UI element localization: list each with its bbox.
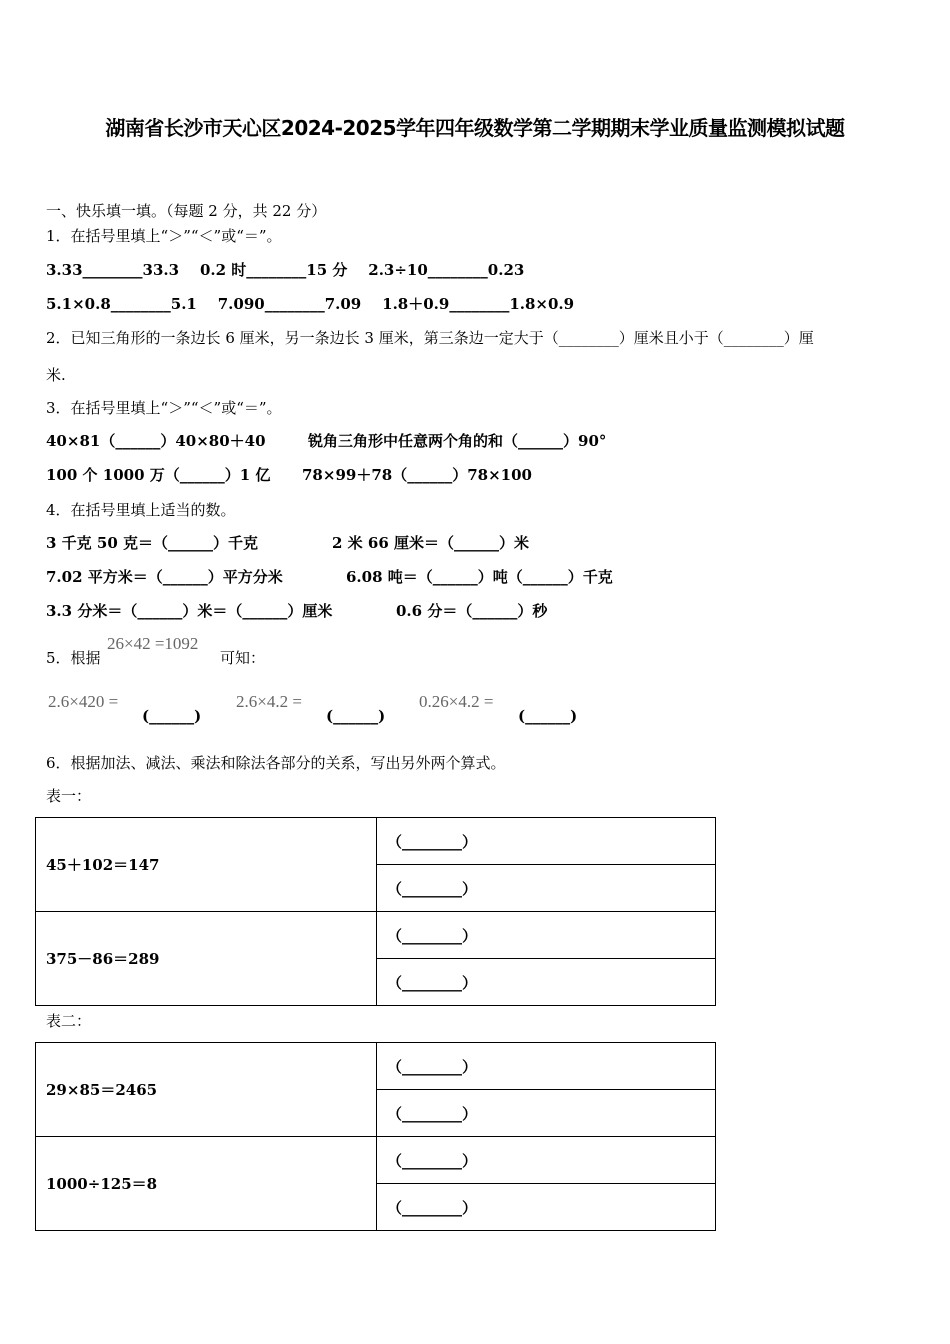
q4-prompt: 4．在括号里填上适当的数。 xyxy=(46,501,236,519)
q4-item: 7.02 平方米＝（______）平方分米 xyxy=(46,568,283,586)
q5-blank: (______) xyxy=(142,707,202,725)
table-cell-equation: 375－86＝289 xyxy=(36,912,377,1006)
table-cell-blank[interactable]: （________） xyxy=(377,1043,716,1090)
q3-prompt: 3．在括号里填上“＞”“＜”或“＝”。 xyxy=(46,399,282,417)
q4-item: 0.6 分＝（______）秒 xyxy=(396,602,548,620)
q5-expr: 0.26×4.2 = xyxy=(419,692,494,711)
q3-item: 锐角三角形中任意两个角的和（______）90° xyxy=(308,432,607,450)
q5-blank: (______) xyxy=(518,707,578,725)
table-1 xyxy=(35,817,716,1006)
table-cell-blank[interactable]: （________） xyxy=(377,1137,716,1184)
table-cell-blank[interactable]: （________） xyxy=(377,1184,716,1231)
page-title: 湖南省长沙市天心区2024-2025学年四年级数学第二学期期末学业质量监测模拟试题 xyxy=(105,116,845,140)
q2-line2: 米. xyxy=(46,366,66,384)
table-cell-blank[interactable]: （________） xyxy=(377,959,716,1006)
table-2 xyxy=(35,1042,716,1231)
q3-item: 40×81（______）40×80＋40 xyxy=(46,432,266,450)
q5-formula: 26×42 =1092 xyxy=(107,634,199,653)
q3-item: 100 个 1000 万（______）1 亿 xyxy=(46,466,271,484)
table2-label: 表二： xyxy=(46,1012,92,1030)
table-cell-blank[interactable]: （________） xyxy=(377,818,716,865)
q1-prompt: 1．在括号里填上“＞”“＜”或“＝”。 xyxy=(46,227,282,245)
table-cell-equation: 29×85＝2465 xyxy=(36,1043,377,1137)
q5-blank: (______) xyxy=(326,707,386,725)
section-heading: 一、快乐填一填。（每题 2 分，共 22 分） xyxy=(46,202,327,220)
table1-label: 表一： xyxy=(46,787,92,805)
q4-item: 3 千克 50 克＝（______）千克 xyxy=(46,534,258,552)
q2-line1: 2．已知三角形的一条边长 6 厘米，另一条边长 3 厘米，第三条边一定大于（________）厘米且小于（________）厘 xyxy=(46,329,814,347)
q4-item: 3.3 分米＝（______）米＝（______）厘米 xyxy=(46,602,333,620)
q4-item: 6.08 吨＝（______）吨（______）千克 xyxy=(346,568,613,586)
q1-row2: 5.1×0.8________5.1 7.090________7.09 1.8＋0.9________1.8×0.9 xyxy=(46,295,575,313)
table-cell-blank[interactable]: （________） xyxy=(377,865,716,912)
q3-item: 78×99＋78（______）78×100 xyxy=(302,466,532,484)
q6-prompt: 6．根据加法、减法、乘法和除法各部分的关系，写出另外两个算式。 xyxy=(46,754,506,772)
table-cell-equation: 45＋102＝147 xyxy=(36,818,377,912)
q5-expr: 2.6×420 = xyxy=(48,692,119,711)
table-cell-blank[interactable]: （________） xyxy=(377,912,716,959)
q5-prefix: 5．根据 xyxy=(46,649,101,667)
table-cell-blank[interactable]: （________） xyxy=(377,1090,716,1137)
q1-row1: 3.33________33.3 0.2 时________15 分 2.3÷10________0.23 xyxy=(46,261,525,279)
q5-suffix: 可知： xyxy=(220,649,266,667)
q4-item: 2 米 66 厘米＝（______）米 xyxy=(332,534,529,552)
q5-expr: 2.6×4.2 = xyxy=(236,692,302,711)
table-cell-equation: 1000÷125＝8 xyxy=(36,1137,377,1231)
